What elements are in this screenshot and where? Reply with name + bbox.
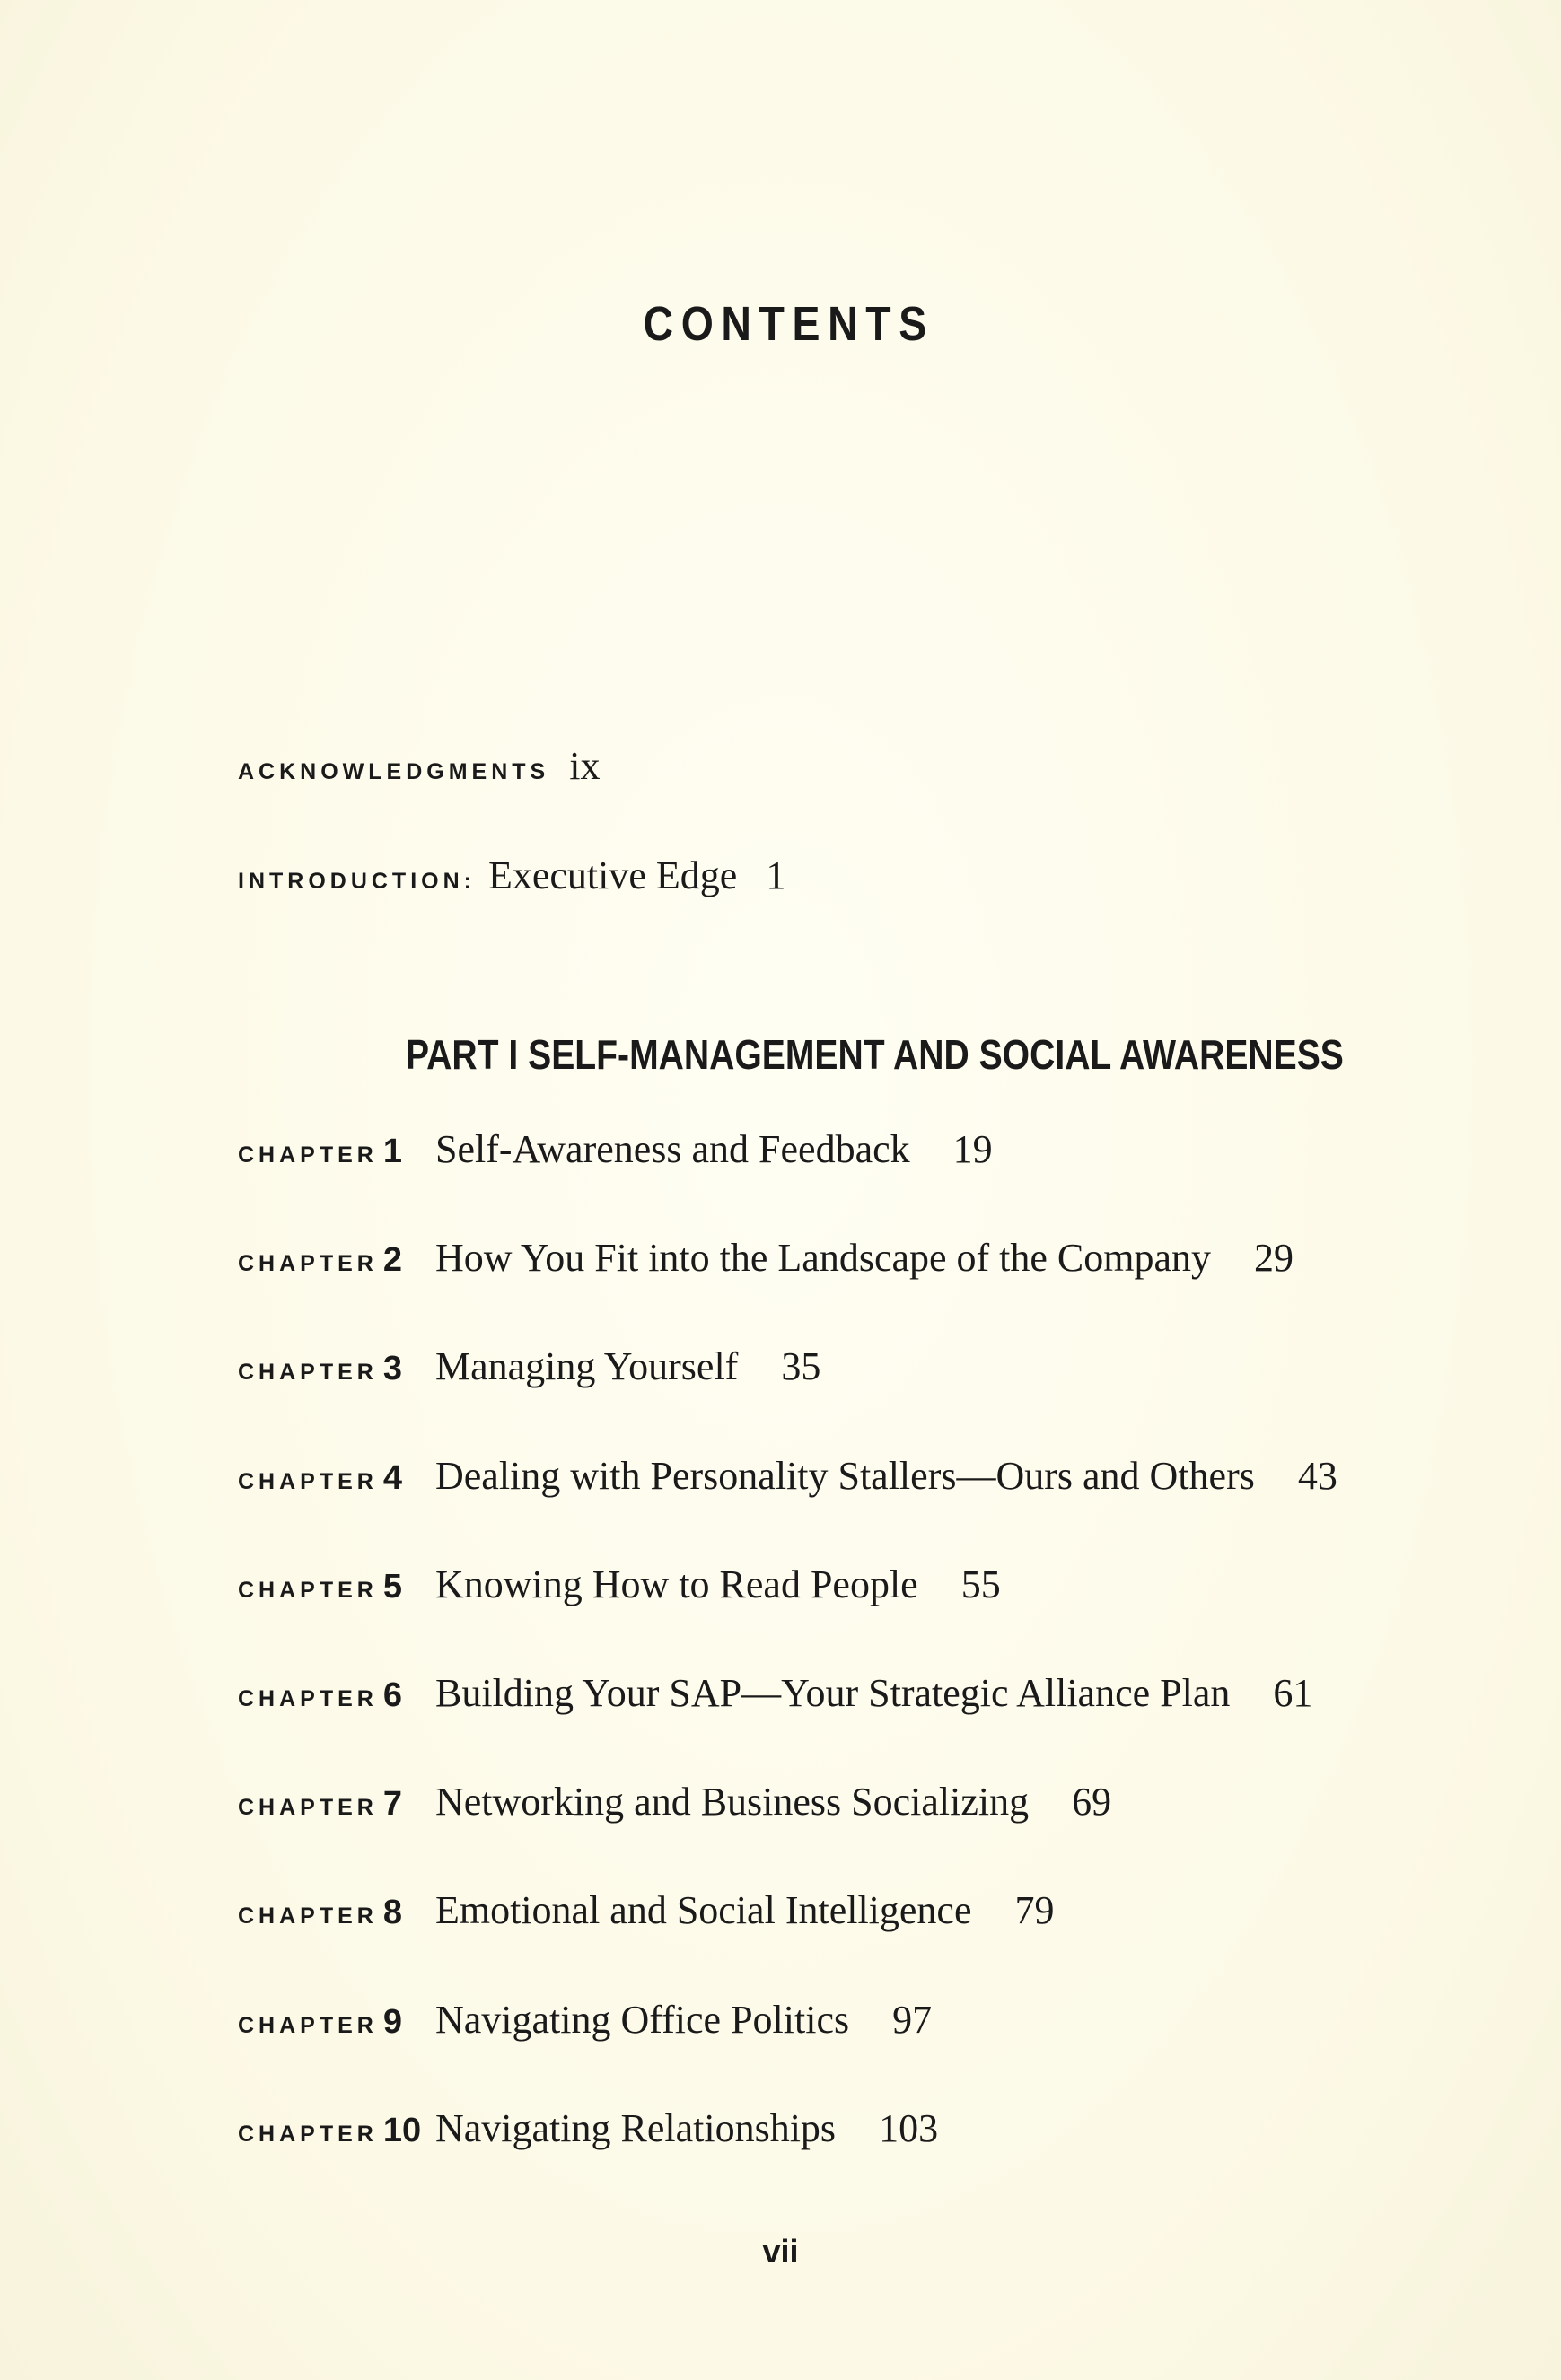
chapter-word: CHAPTER: [238, 1251, 378, 1277]
chapter-page: 55: [960, 1562, 1001, 1606]
chapter-page: 35: [781, 1344, 821, 1389]
chapter-title: Dealing with Personality Stallers—Ours and Others: [435, 1453, 1255, 1498]
chapter-number: 9: [382, 2002, 402, 2041]
toc-entry-chapter-2[interactable]: [238, 1235, 1450, 1343]
chapter-word: CHAPTER: [238, 1903, 378, 1929]
front-matter-page: 1: [766, 853, 786, 897]
chapter-word: CHAPTER: [238, 1685, 378, 1711]
chapter-page: 43: [1297, 1453, 1337, 1498]
toc-entry-acknowledgments[interactable]: [238, 743, 600, 789]
chapter-label: [238, 2112, 435, 2150]
chapter-label: [238, 1568, 435, 1606]
chapter-number: 10: [382, 2111, 422, 2149]
chapter-word: CHAPTER: [238, 2012, 378, 2038]
toc-entry-chapter-9[interactable]: [238, 1997, 1450, 2105]
chapter-title: How You Fit into the Landscape of the Company: [435, 1236, 1212, 1281]
toc-entry-chapter-3[interactable]: [238, 1343, 1450, 1452]
chapter-number: 6: [382, 1676, 402, 1714]
chapter-word: CHAPTER: [238, 1577, 378, 1603]
chapter-page: 29: [1254, 1236, 1294, 1281]
chapter-number: 7: [382, 1785, 402, 1824]
chapter-number: 5: [382, 1567, 402, 1606]
chapter-number: 4: [382, 1458, 402, 1497]
chapter-number: 8: [382, 1894, 402, 1932]
chapter-title: Building Your SAP—Your Strategic Alliance Plan: [435, 1670, 1231, 1715]
chapter-label: [238, 2003, 435, 2042]
chapter-page: 97: [892, 1997, 933, 2042]
chapter-number: 3: [382, 1350, 402, 1388]
chapter-page: 19: [952, 1127, 993, 1171]
toc-entry-chapter-6[interactable]: [238, 1670, 1450, 1779]
page-number: vii: [762, 2233, 799, 2270]
chapter-title: Emotional and Social Intelligence: [435, 1888, 972, 1933]
front-matter-title: Executive Edge: [487, 853, 738, 897]
toc-entry-chapter-8[interactable]: [238, 1887, 1450, 1996]
chapter-label: [238, 1133, 435, 1171]
toc-entry-chapter-10[interactable]: [238, 2105, 1450, 2214]
chapter-label: [238, 1241, 435, 1280]
chapter-page: 69: [1072, 1780, 1112, 1824]
chapter-title: Navigating Office Politics: [435, 1997, 850, 2042]
front-matter-page: ix: [569, 744, 601, 788]
chapter-title: Networking and Business Socializing: [435, 1780, 1030, 1824]
chapter-word: CHAPTER: [238, 1142, 378, 1168]
chapter-title: Navigating Relationships: [435, 2105, 837, 2150]
chapter-title: Managing Yourself: [435, 1344, 739, 1389]
chapter-list: [238, 1126, 1450, 2214]
chapter-label: [238, 1894, 435, 1932]
chapter-number: 2: [382, 1241, 402, 1280]
chapter-word: CHAPTER: [238, 1468, 378, 1494]
chapter-label: [238, 1785, 435, 1824]
chapter-label: [238, 1350, 435, 1388]
chapter-word: CHAPTER: [238, 2121, 378, 2147]
chapter-page: 61: [1273, 1670, 1313, 1715]
toc-entry-chapter-5[interactable]: [238, 1562, 1450, 1670]
chapter-number: 1: [382, 1133, 402, 1170]
chapter-label: [238, 1459, 435, 1498]
toc-entry-chapter-4[interactable]: [238, 1453, 1450, 1562]
chapter-page: 79: [1014, 1888, 1055, 1933]
chapter-word: CHAPTER: [238, 1795, 378, 1821]
chapter-word: CHAPTER: [238, 1360, 378, 1386]
chapter-title: Self-Awareness and Feedback: [435, 1127, 910, 1171]
toc-entry-introduction[interactable]: [238, 853, 785, 898]
toc-entry-chapter-1[interactable]: [238, 1126, 1450, 1235]
chapter-page: 103: [879, 2105, 939, 2150]
chapter-label: [238, 1676, 435, 1715]
toc-entry-chapter-7[interactable]: [238, 1779, 1450, 1887]
front-matter-label: ACKNOWLEDGMENTS: [238, 759, 550, 784]
part-heading: PART I SELF-MANAGEMENT AND SOCIAL AWARENESS: [406, 1031, 1344, 1078]
page-title: CONTENTS: [643, 297, 934, 351]
chapter-title: Knowing How to Read People: [435, 1562, 918, 1606]
front-matter-label: INTRODUCTION:: [238, 869, 476, 894]
